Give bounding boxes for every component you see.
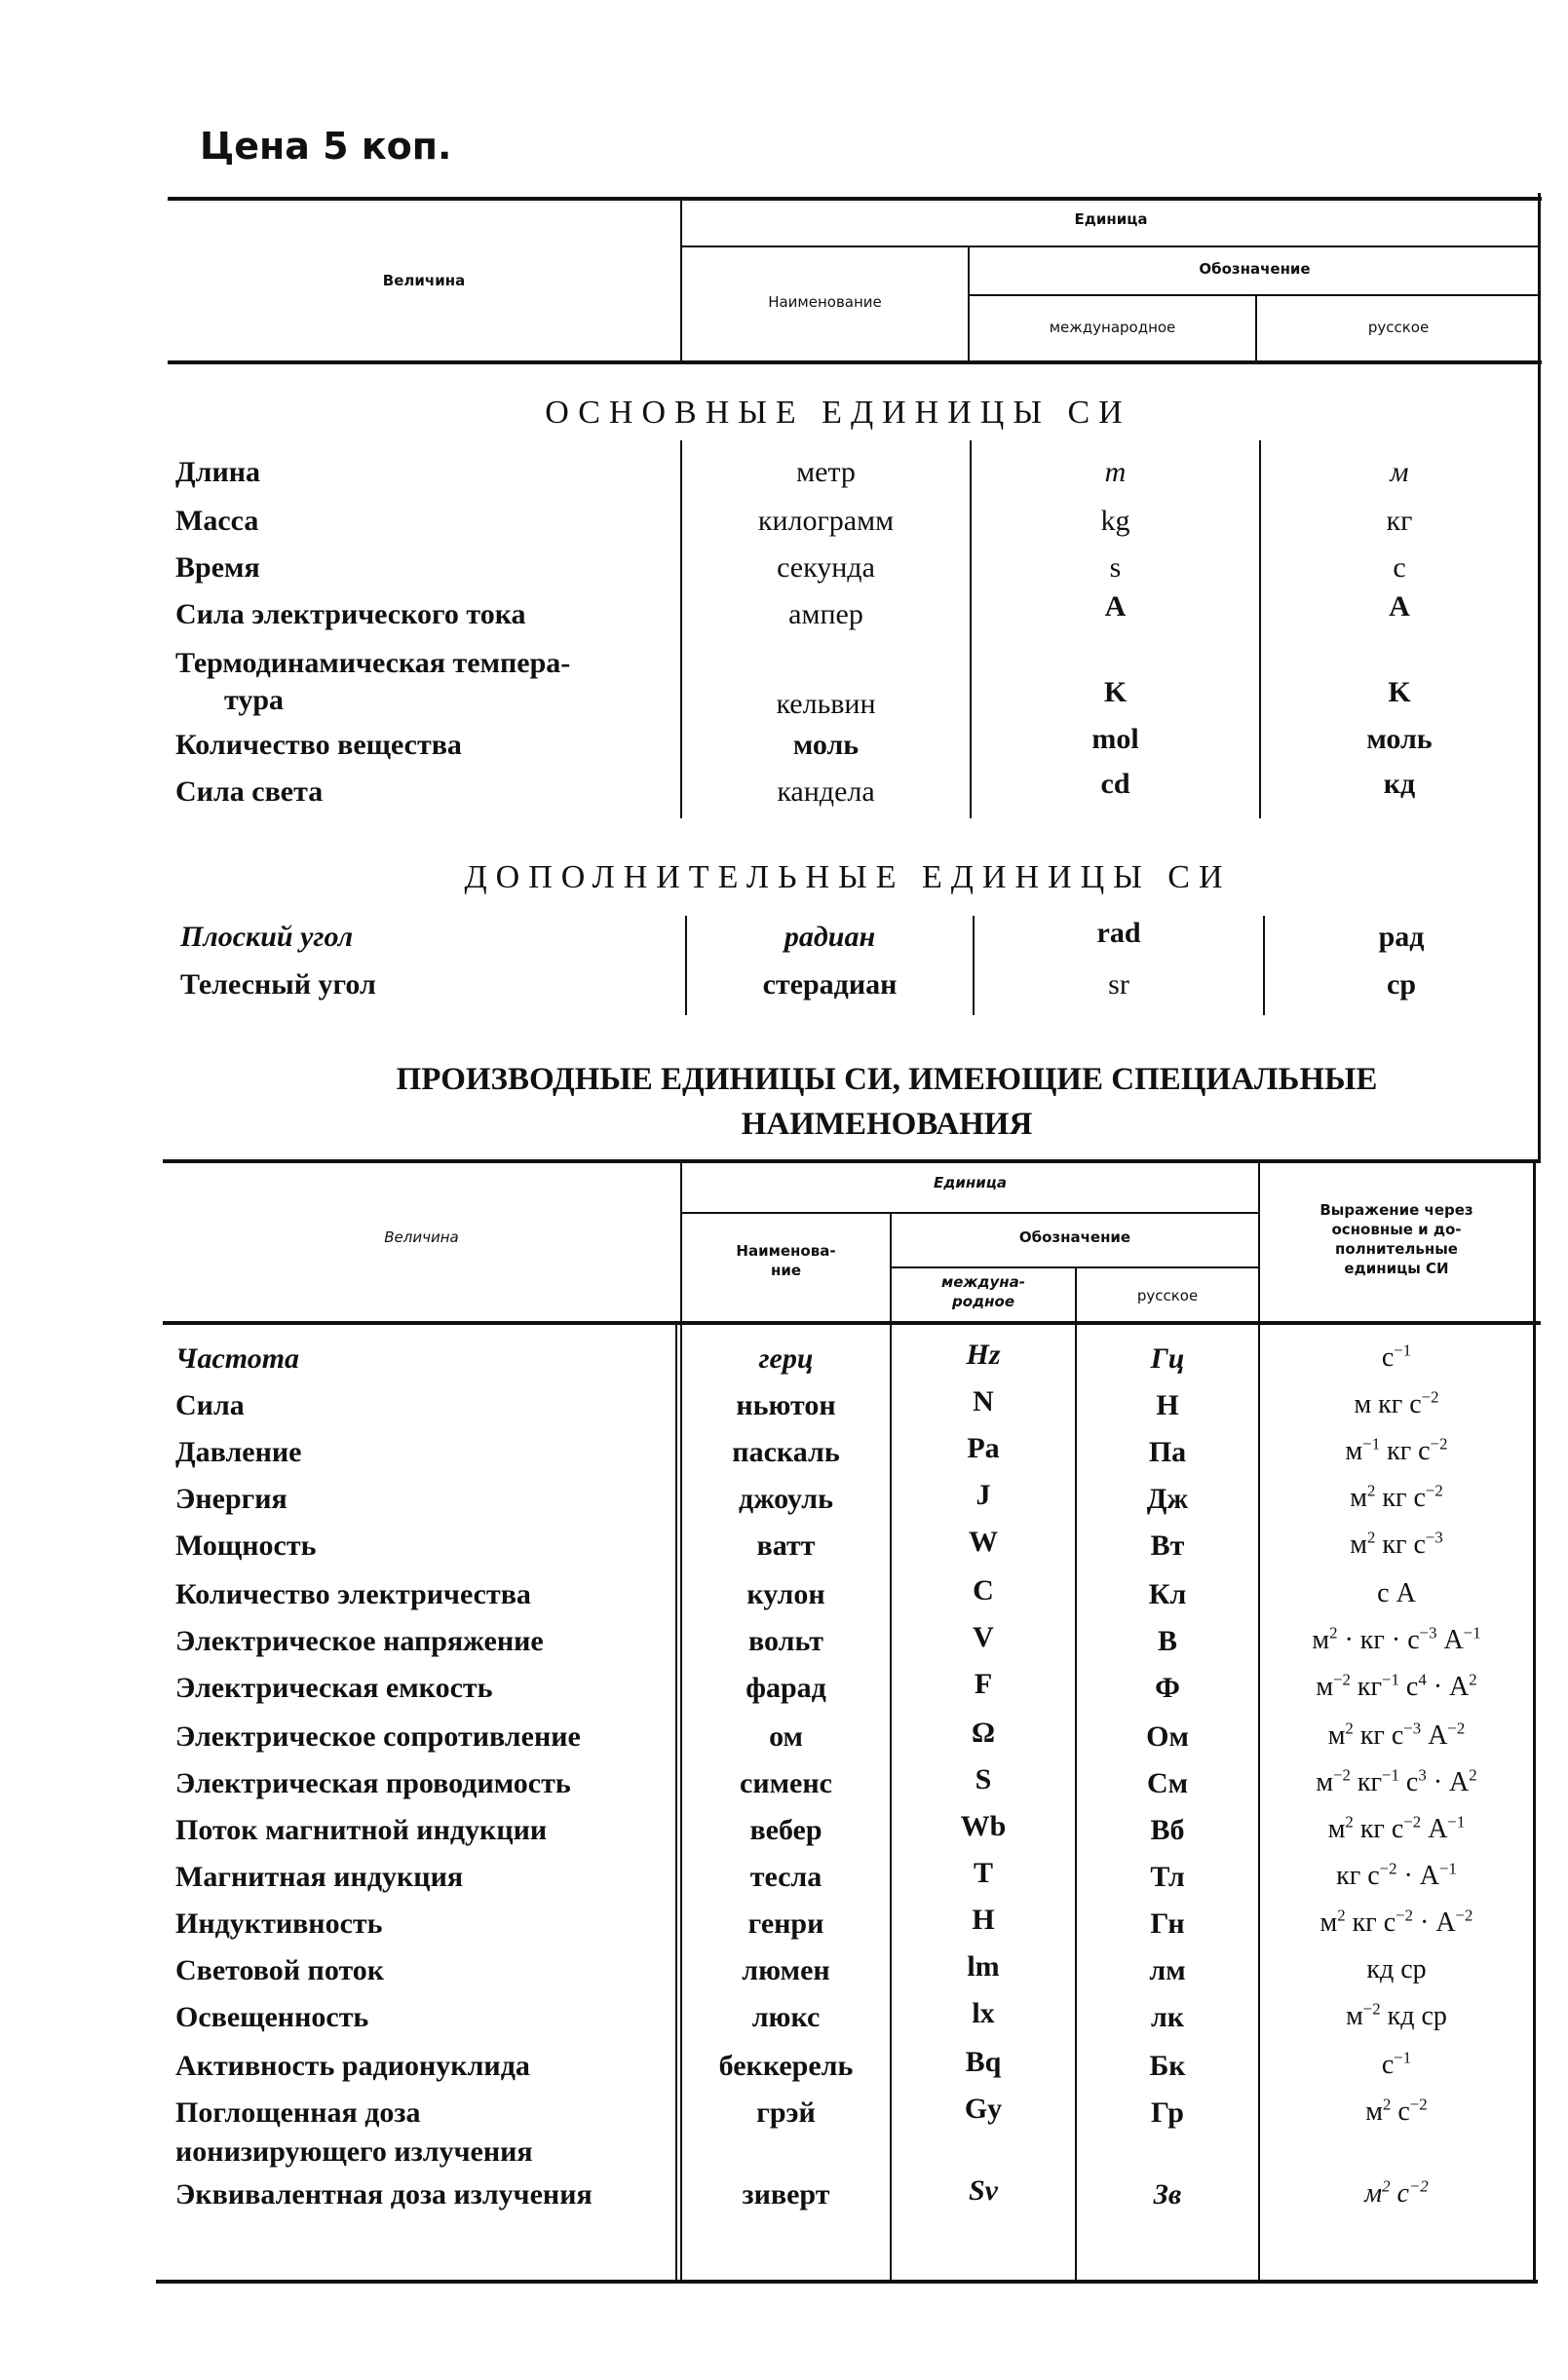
price-label: Цена 5 коп. (200, 125, 452, 168)
expression-cell: кд ср (1366, 1954, 1427, 1984)
table-row: Поток магнитной индукции вебер Wb Вб $м^2$ кг $с^{-2}$ $A^{-1}$ (0, 1814, 1568, 1861)
expression-cell: $м^2$ кг $с^{-2}$ (1350, 1481, 1443, 1513)
expression-cell: $м^2$ · кг · $с^{-3}$ $A^{-1}$ (1312, 1623, 1481, 1655)
table-row: Длина метр m м (175, 456, 1409, 488)
derived-header-russian: русское (1136, 1287, 1199, 1304)
derived-header-name-line2: ние (770, 1262, 802, 1279)
table-row: Масса килограмм kg кг (175, 505, 1413, 537)
table-row: Частота герц Hz Гц $с^{-1}$ (0, 1342, 1568, 1389)
table-row: Сила света кандела cd кд (175, 768, 1416, 808)
expression-cell: $м^2$ кг $с^{-2}$ $A^{-1}$ (1327, 1812, 1466, 1844)
section-title-derived-line1: ПРОИЗВОДНЫЕ ЕДИНИЦЫ СИ, ИМЕЮЩИЕ СПЕЦИАЛЬНЫЕ (396, 1062, 1378, 1097)
header-designation: Обозначение (1199, 260, 1311, 278)
expression-cell: $с^{-1}$ (1381, 2048, 1412, 2080)
header-international: международное (1049, 319, 1176, 336)
derived-header-intl-line1: междуна- (941, 1273, 1025, 1291)
header-quantity: Величина (382, 272, 466, 289)
table-row: Эквивалентная доза излучения зиверт Sv Зв $м^2$ $с^{-2}$ (0, 2178, 1568, 2225)
expression-cell: $м^{-1}$ кг $с^{-2}$ (1345, 1434, 1448, 1466)
section-title-base: ОСНОВНЫЕ ЕДИНИЦЫ СИ (545, 395, 1131, 431)
expression-cell: $м^2$ кг $с^{-2} \cdot A^{-2}$ (1319, 1906, 1473, 1938)
expression-cell: кг $с^{-2} \cdot A^{-1}$ (1336, 1859, 1457, 1891)
derived-header-expr-line4: единицы СИ (1344, 1260, 1449, 1277)
section-title-derived-line2: НАИМЕНОВАНИЯ (741, 1107, 1033, 1142)
header-russian: русское (1367, 319, 1430, 336)
table-row: Электрическая проводимость сименс S См $м^{-2}$ $кг^{-1}$ $с^3 \cdot A^2$ (0, 1767, 1568, 1814)
expression-cell: $м^{-2}$ $кг^{-1}$ $с^4 \cdot A^2$ (1316, 1670, 1477, 1702)
derived-header-name-line1: Наименова- (736, 1242, 836, 1260)
table-row: Сила ньютон N Н м кг $с^{-2}$ (0, 1389, 1568, 1436)
expression-cell: $м^{-2}$ кд ср (1346, 1999, 1447, 2031)
expression-cell: $м^2$ кг $с^{-3}$ (1350, 1528, 1443, 1560)
table-row: Световой поток люмен lm лм кд ср (0, 1954, 1568, 2001)
header-unit: Единица (1074, 210, 1148, 228)
derived-header-expr-line2: основные и до- (1331, 1221, 1462, 1238)
table-row: Активность радионуклида беккерель Bq Бк $с^{-1}$ (0, 2050, 1568, 2097)
derived-header-quantity: Величина (384, 1228, 459, 1246)
table-row: Термодинамическая темпера- тура кельвин K K (175, 647, 1411, 720)
derived-header-expr-line1: Выражение через (1319, 1201, 1473, 1219)
header-name: Наименование (768, 293, 882, 311)
table-row: Время секунда s с (175, 551, 1406, 584)
table-row: Магнитная индукция тесла T Тл кг $с^{-2} \cdot A^{-1}$ (0, 1861, 1568, 1908)
table-row: Электрическое напряжение вольт V В $м^2$ · кг · $с^{-3}$ $A^{-1}$ (0, 1625, 1568, 1672)
table-row: Электрическая емкость фарад F Ф $м^{-2}$ $кг^{-1}$ $с^4 \cdot A^2$ (0, 1672, 1568, 1719)
table-row: Плоский угол радиан rad рад (180, 917, 1425, 953)
table-row: Количество вещества моль mol моль (175, 723, 1433, 761)
derived-header-expr-line3: полнительные (1335, 1240, 1458, 1258)
expression-cell: $м^2$ кг $с^{-3}$ $A^{-2}$ (1327, 1719, 1466, 1751)
table-row: Освещенность люкс lx лк $м^{-2}$ кд ср (0, 2001, 1568, 2048)
derived-header-unit: Единица (934, 1174, 1007, 1191)
expression-cell: м кг $с^{-2}$ (1354, 1387, 1439, 1419)
expression-cell: $м^{-2}$ $кг^{-1}$ $с^3 \cdot A^2$ (1316, 1765, 1477, 1797)
expression-cell: $м^2$ $с^{-2}$ (1365, 2095, 1428, 2127)
expression-cell: $с^{-1}$ (1381, 1341, 1412, 1373)
expression-cell: с A (1377, 1578, 1416, 1608)
table-row: Количество электричества кулон C Кл с A (0, 1578, 1568, 1625)
section-title-supplementary: ДОПОЛНИТЕЛЬНЫЕ ЕДИНИЦЫ СИ (464, 859, 1232, 895)
expression-cell: $м^2$ $с^{-2}$ (1364, 2176, 1429, 2209)
table-row: Сила электрического тока ампер A A (175, 590, 1410, 630)
table-row: Мощность ватт W Вт $м^2$ кг $с^{-3}$ (0, 1530, 1568, 1576)
table-row: Электрическое сопротивление ом Ω Ом $м^2$ кг $с^{-3}$ $A^{-2}$ (0, 1720, 1568, 1767)
table-row: Поглощенная доза ионизирующего излучения грэй Gy Гр $м^2$ $с^{-2}$ (0, 2097, 1568, 2143)
table-row: Индуктивность генри H Гн $м^2$ кг $с^{-2} \cdot A^{-2}$ (0, 1908, 1568, 1954)
derived-header-intl-line2: родное (952, 1293, 1014, 1310)
table-row: Энергия джоуль J Дж $м^2$ кг $с^{-2}$ (0, 1483, 1568, 1530)
table-row: Давление паскаль Pa Па $м^{-1}$ кг $с^{-2}$ (0, 1436, 1568, 1483)
derived-header-designation: Обозначение (1018, 1228, 1131, 1246)
table-row: Телесный угол стерадиан sr ср (180, 968, 1416, 1001)
